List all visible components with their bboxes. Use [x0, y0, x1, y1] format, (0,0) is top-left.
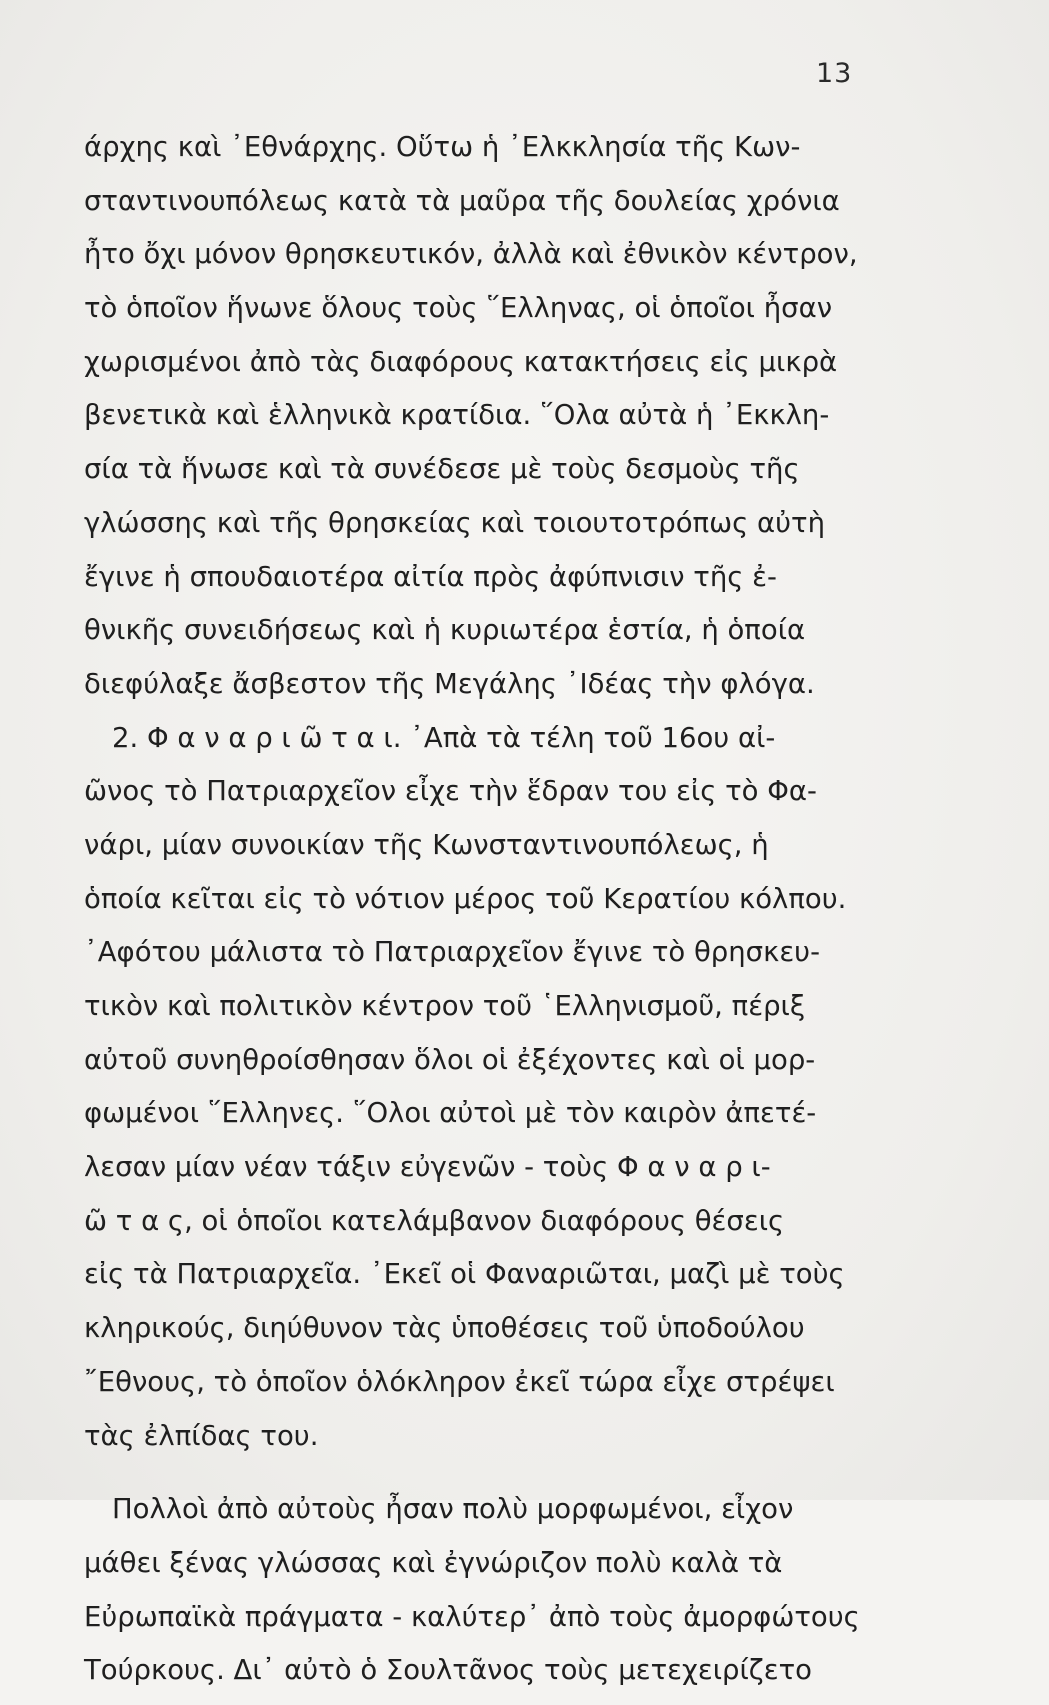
- text-line: Πολλοὶ ἀπὸ αὐτοὺς ἦσαν πολὺ μορφωμένοι, εἶχον: [112, 1493, 794, 1526]
- paragraph-gap: [84, 1470, 974, 1490]
- text-line: Τούρκους. Δι᾿ αὐτὸ ὁ Σουλτᾶνος τοὺς μετεχειρίζετο: [84, 1654, 813, 1687]
- page-number: 13: [816, 58, 853, 89]
- text-line: λεσαν μίαν νέαν τάξιν εὐγενῶν - τοὺς Φ α ν α ρ ι-: [84, 1151, 771, 1184]
- text-line: θνικῆς συνειδήσεως καὶ ἡ κυριωτέρα ἑστία, ἡ ὁποία: [84, 614, 806, 647]
- text-line: μάθει ξένας γλώσσας καὶ ἐγνώριζον πολὺ καλὰ τὰ: [84, 1546, 783, 1579]
- text-line: Εὐρωπαϊκὰ πράγματα - καλύτερ᾿ ἀπὸ τοὺς ἀμορφώτους: [84, 1600, 860, 1633]
- text-line: σταντινουπόλεως κατὰ τὰ μαῦρα τῆς δουλείας χρόνια: [84, 184, 840, 217]
- text-line: γλώσσης καὶ τῆς θρησκείας καὶ τοιουτοτρόπως αὐτὴ: [84, 506, 826, 539]
- text-line: τικὸν καὶ πολιτικὸν κέντρον τοῦ ῾Ελληνισμοῦ, πέριξ: [84, 990, 806, 1022]
- text-line: τὸ ὁποῖον ἥνωνε ὅλους τοὺς ῞Ελληνας, οἱ ὁποῖοι ἦσαν: [84, 292, 833, 325]
- text-line: εἰς τὰ Πατριαρχεῖα. ᾿Εκεῖ οἱ Φαναριῶται, μαζὶ μὲ τοὺς: [84, 1258, 845, 1291]
- body-text: [84, 128, 974, 1705]
- text-line: ἦτο ὄχι μόνον θρησκευτικόν, ἀλλὰ καὶ ἐθνικὸν κέντρον,: [84, 238, 858, 271]
- text-line: χωρισμένοι ἀπὸ τὰς διαφόρους κατακτήσεις εἰς μικρὰ: [84, 345, 838, 378]
- text-line: ἔγινε ἡ σπουδαιοτέρα αἰτία πρὸς ἀφύπνισιν τῆς ἐ-: [84, 560, 777, 593]
- text-line: σία τὰ ἥνωσε καὶ τὰ συνέδεσε μὲ τοὺς δεσμοὺς τῆς: [84, 453, 800, 486]
- text-line: άρχης καὶ ᾿Εθνάρχης. Οὕτω ἡ ᾿Ελκκλησία τῆς Κων-: [84, 131, 801, 163]
- text-line: φωμένοι ῞Ελληνες. ῞Ολοι αὐτοὶ μὲ τὸν καιρὸν ἀπετέ-: [84, 1097, 817, 1130]
- text-line: ὁποία κεῖται εἰς τὸ νότιον μέρος τοῦ Κερατίου κόλπου.: [84, 882, 847, 915]
- text-line: ᾿Αφότου μάλιστα τὸ Πατριαρχεῖον ἔγινε τὸ θρησκευ-: [84, 936, 821, 969]
- text-line: νάρι, μίαν συνοικίαν τῆς Κωνσταντινουπόλεως, ἡ: [84, 828, 769, 861]
- section-heading-line: 2. Φ α ν α ρ ι ῶ τ α ι. ᾿Απὰ τὰ τέλη τοῦ 16ου αἰ-: [112, 721, 776, 754]
- text-line: ῶνος τὸ Πατριαρχεῖον εἶχε τὴν ἕδραν του εἰς τὸ Φα-: [84, 775, 817, 808]
- text-line: ῎Εθνους, τὸ ὁποῖον ὁλόκληρον ἐκεῖ τώρα εἶχε στρέψει: [84, 1365, 835, 1398]
- text-line: ῶ τ α ς, οἱ ὁποῖοι κατελάμβανον διαφόρους θέσεις: [84, 1204, 785, 1237]
- text-line: κληρικούς, διηύθυνον τὰς ὑποθέσεις τοῦ ὑποδούλου: [84, 1312, 805, 1345]
- text-line: διεφύλαξε ἄσβεστον τῆς Μεγάλης ᾿Ιδέας τὴν φλόγα.: [84, 667, 815, 700]
- text-line: τὰς ἐλπίδας του.: [84, 1419, 319, 1452]
- text-line: βενετικὰ καὶ ἑλληνικὰ κρατίδια. ῞Ολα αὐτὰ ἡ ᾿Εκκλη-: [84, 399, 830, 432]
- text-line: αὐτοῦ συνηθροίσθησαν ὅλοι οἱ ἐξέχοντες καὶ οἱ μορ-: [84, 1043, 816, 1076]
